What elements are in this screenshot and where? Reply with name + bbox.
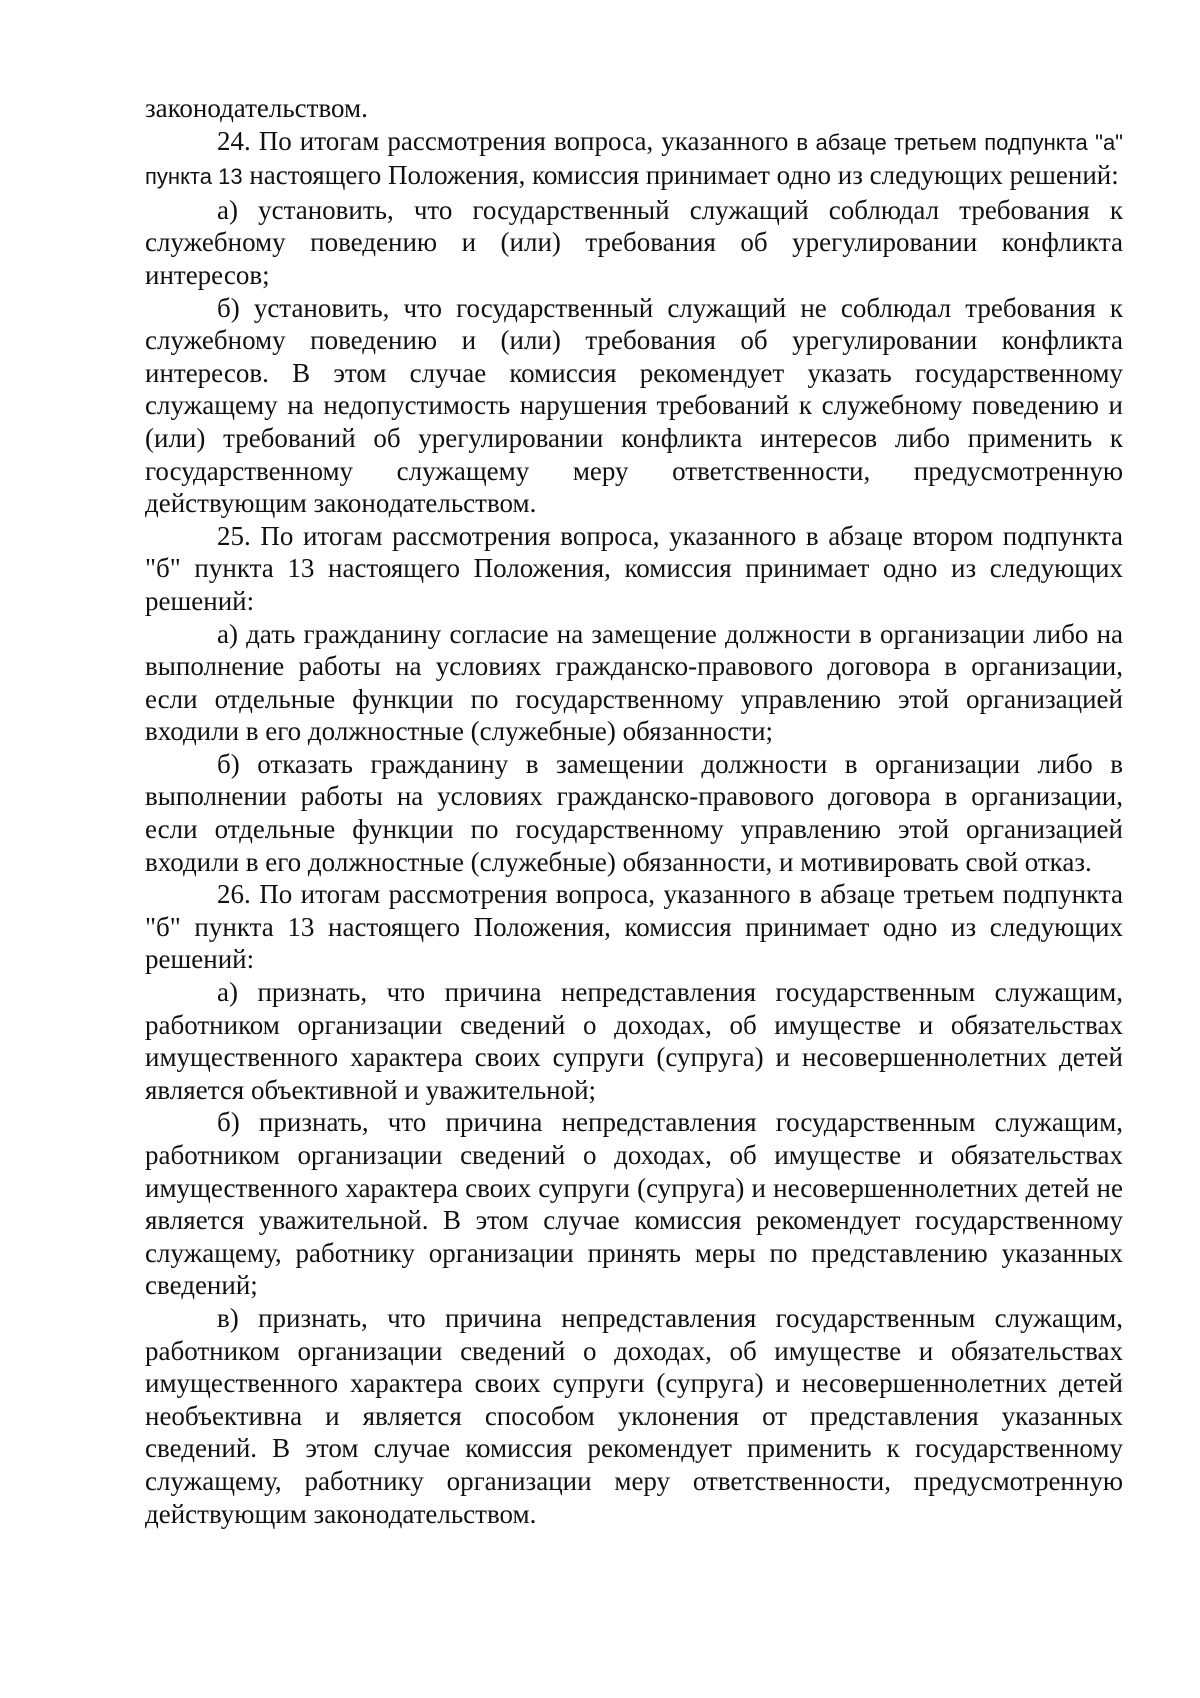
document-page [145,92,1123,1530]
paragraph-24-text-part2: настоящего Положения, комиссия принимает одно из следующих решений: [242,160,1119,191]
paragraph-item-24 [145,125,1123,194]
paragraph-item-25: 25. По итогам рассмотрения вопроса, указанного в абзаце втором подпункта "б" пункта 13 настоящего Положения, комиссия принимает одно из следующих решений: [145,520,1123,616]
paragraph-item-25b: б) отказать гражданину в замещении должности в организации либо в выполнении работы на условиях гражданско-правового договора в организации, если отдельные функции по государственному управлению этой организацией входили в его должностные (служебные) обязанности, и мотивировать свой отказ. [145,748,1123,877]
paragraph-item-24a: а) установить, что государственный служащий соблюдал требования к служебному поведению и (или) требования об урегулировании конфликта интересов; [145,194,1123,290]
paragraph-item-26a: а) признать, что причина непредставления государственным служащим, работником организации сведений о доходах, об имуществе и обязательствах имущественного характера своих супруги (супруга) и несовершеннолетних детей является объективной и уважительной; [145,977,1123,1105]
paragraph-continuation: законодательством. [145,93,368,123]
paragraph-24-inserted-reference: в абзаце третьем подпункта "а" пункта 13 [145,129,1123,190]
paragraph-item-26: 26. По итогам рассмотрения вопроса, указанного в абзаце третьем подпункта "б" пункта 13 настоящего Положения, комиссия принимает одно из следующих решений: [145,879,1123,975]
paragraph-item-26b: б) признать, что причина непредставления государственным служащим, работником организации сведений о доходах, об имуществе и обязательствах имущественного характера своих супруги (супруга) и несовершеннолетних детей не является уважительной. В этом случае комиссия рекомендует государственному служащему, работнику организации принять меры по представлению указанных сведений; [145,1107,1123,1301]
paragraph-24-text-part1: 24. По итогам рассмотрения вопроса, указанного [217,125,797,156]
paragraph-item-25a: а) дать гражданину согласие на замещение должности в организации либо на выполнение работы на условиях гражданско-правового договора в организации, если отдельные функции по государственному управлению этой организацией входили в его должностные (служебные) обязанности; [145,618,1123,747]
paragraph-item-26v: в) признать, что причина непредставления государственным служащим, работником организации сведений о доходах, об имуществе и обязательствах имущественного характера своих супруги (супруга) и несовершеннолетних детей необъективна и является способом уклонения от представления указанных сведений. В этом случае комиссия рекомендует применить к государственному служащему, работнику организации меру ответственности, предусмотренную действующим законодательством. [145,1302,1123,1529]
paragraph-item-24b: б) установить, что государственный служащий не соблюдал требования к служебному поведению и (или) требования об урегулировании конфликта интересов. В этом случае комиссия рекомендует указать государственному служащему на недопустимость нарушения требований к служебному поведению и (или) требований об урегулировании конфликта интересов либо применить к государственному служащему меру ответственности, предусмотренную действующим законодательством. [145,292,1123,519]
